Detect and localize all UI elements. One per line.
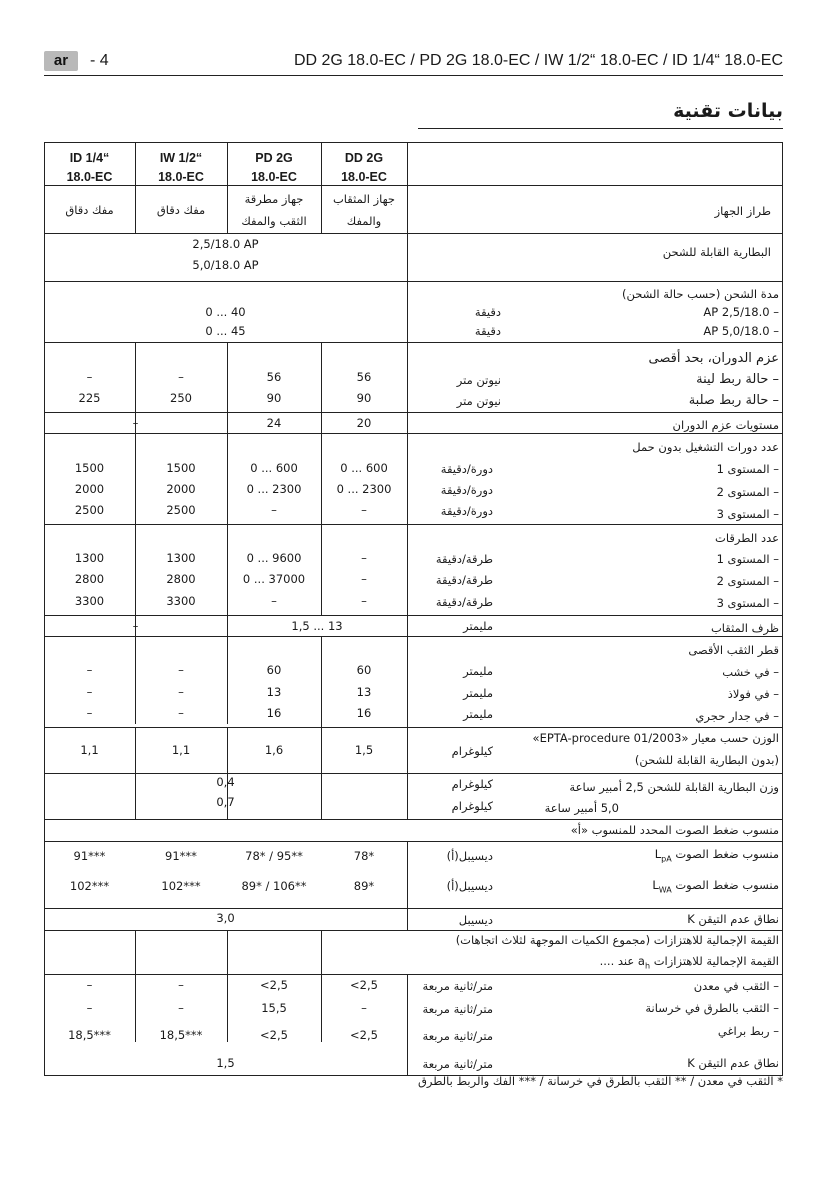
torque-id-1: –	[86, 370, 93, 384]
drill-dia-iw-3: –	[178, 706, 184, 720]
impacts-sub-3: – المستوى 3	[716, 596, 779, 610]
vib-concrete-iw: –	[178, 1001, 184, 1015]
row-k-vib-label: نطاق عدم التيقن K	[687, 1056, 779, 1070]
charge-sub-1: – AP 2,5/18.0	[703, 305, 779, 319]
section-title: بيانات تقنية	[673, 100, 783, 122]
battery-weight-unit-2: كيلوغرام	[451, 799, 493, 813]
drill-dia-unit-1: مليمتر	[463, 664, 493, 678]
drill-dia-sub-2: – في فولاذ	[727, 687, 779, 701]
impacts-dd-2: –	[361, 572, 367, 586]
torque-dd-1: 56	[356, 370, 372, 384]
footnote: * الثقب في معدن / ** الثقب بالطرق في خرسانة / *** الفك والربط بالطرق	[417, 1074, 783, 1088]
noload-sub-1: – المستوى 1	[716, 462, 779, 476]
torque-iw-1: –	[178, 370, 184, 384]
lwa-unit: ديسيبل(أ)	[446, 879, 493, 893]
k-vib-unit: متر/ثانية مربعة	[422, 1057, 493, 1071]
lwa-iw: 102***	[161, 879, 201, 893]
noload-iw-2: 2000	[166, 482, 196, 496]
section-title-rule	[418, 128, 783, 129]
torque-unit-1: نيوتن متر	[456, 373, 501, 387]
row-noload-label: عدد دورات التشغيل بدون حمل	[632, 440, 779, 454]
row-impacts-label: عدد الطرقات	[715, 531, 779, 545]
noload-id-3: 2500	[74, 503, 105, 517]
drill-dia-pd-2: 13	[266, 685, 282, 699]
noload-iw-1: 1500	[166, 461, 196, 475]
lwa-id: 102***	[69, 879, 110, 893]
row-vib-concrete-label: – الثقب بالطرق في خرسانة	[645, 1001, 779, 1015]
drill-dia-unit-2: مليمتر	[463, 686, 493, 700]
drill-dia-dd-3: 16	[356, 706, 372, 720]
pd-type-2: الثقب والمفك	[241, 214, 307, 228]
drill-dia-sub-1: – في خشب	[722, 665, 779, 679]
noload-sub-2: – المستوى 2	[716, 485, 779, 499]
drill-dia-dd-1: 60	[356, 663, 372, 677]
row-battery-label: البطارية القابلة للشحن	[662, 245, 771, 259]
drill-dia-id-2: –	[86, 685, 93, 699]
noload-pd-3: –	[271, 503, 277, 517]
col-id-model-1: ID 1/4“	[69, 151, 110, 165]
row-lpa-label: منسوب ضغط الصوت $L_{pA}$	[654, 847, 779, 864]
impacts-dd-1: –	[361, 551, 367, 565]
impacts-sub-2: – المستوى 2	[716, 574, 779, 588]
torque-dd-2: 90	[356, 391, 372, 405]
torque-iw-2: 250	[170, 391, 192, 405]
lwa-pd: 89* / 106**	[241, 879, 307, 893]
noload-iw-3: 2500	[166, 503, 196, 517]
torque-pd-2: 90	[266, 391, 282, 405]
noise-heading: منسوب ضغط الصوت المحدد للمنسوب «أ»	[570, 823, 779, 837]
row-lwa-label: منسوب ضغط الصوت $L_{WA}$	[652, 878, 779, 895]
row-weight-label-1: الوزن حسب معيار «EPTA-procedure 01/2003»	[532, 731, 779, 745]
noload-dd-1: 0 ... 600	[340, 461, 388, 475]
row-vib-metal-label: – الثقب في معدن	[693, 979, 779, 993]
lpa-unit: ديسيبل(أ)	[446, 849, 493, 863]
row-chuck-label: ظرف المثقاب	[710, 621, 779, 635]
vib-metal-unit: متر/ثانية مربعة	[422, 979, 493, 993]
noload-dd-3: –	[361, 503, 367, 517]
battery-weight-v2: 0,7	[216, 795, 235, 809]
impacts-id-2: 2800	[74, 572, 105, 586]
vib-concrete-dd: –	[361, 1001, 367, 1015]
torque-unit-2: نيوتن متر	[456, 394, 501, 408]
dd-type-1: جهاز المثقاب	[332, 192, 396, 206]
weight-dd: 1,5	[354, 743, 374, 757]
col-id-model-2: 18.0-EC	[66, 170, 113, 184]
header-models: DD 2G 18.0-EC / PD 2G 18.0-EC / IW 1/2“ 18.0-EC / ID 1/4“ 18.0-EC	[293, 52, 783, 69]
page-number: - 4	[90, 52, 109, 69]
chuck-unit: مليمتر	[463, 619, 493, 633]
weight-unit: كيلوغرام	[451, 744, 493, 758]
drill-dia-unit-3: مليمتر	[463, 707, 493, 721]
torque-levels-pd: 24	[266, 416, 282, 430]
impacts-iw-1: 1300	[166, 551, 196, 565]
impacts-pd-2: 0 ... 37000	[242, 572, 306, 586]
battery-weight-unit-1: كيلوغرام	[451, 777, 493, 791]
row-drill-dia-label: قطر الثقب الأقصى	[688, 643, 779, 657]
vibration-heading: القيمة الإجمالية للاهتزازات (مجموع الكميات الموجهة لثلاث اتجاهات)	[455, 933, 779, 947]
noload-pd-2: 0 ... 2300	[246, 482, 302, 496]
vib-metal-id: –	[86, 978, 93, 992]
charge-sub-2: – AP 5,0/18.0	[703, 324, 779, 338]
impacts-iw-3: 3300	[166, 594, 196, 608]
lpa-dd: 78*	[353, 849, 375, 863]
iw-type: مفك دقاق	[156, 203, 206, 217]
chuck-value: 1,5 ... 13	[291, 619, 343, 633]
noload-unit-3: دورة/دقيقة	[440, 504, 493, 518]
lpa-iw: 91***	[165, 849, 197, 863]
col-pd-model-1: PD 2G	[255, 151, 293, 165]
pd-type-1: جهاز مطرقة	[244, 192, 304, 206]
torque-pd-1: 56	[266, 370, 282, 384]
battery-weight-v1: 0,4	[216, 775, 235, 789]
vib-concrete-unit: متر/ثانية مربعة	[422, 1002, 493, 1016]
lwa-dd: 89*	[353, 879, 375, 893]
vib-screw-id: 18,5***	[68, 1028, 111, 1042]
impacts-iw-2: 2800	[166, 572, 196, 586]
vib-concrete-pd: 15,5	[261, 1001, 287, 1015]
drill-dia-iw-2: –	[178, 685, 184, 699]
row-charge-label: مدة الشحن (حسب حالة الشحن)	[621, 287, 779, 301]
drill-dia-iw-1: –	[178, 663, 184, 677]
row-vib-screw-label: – ربط براغي	[717, 1024, 779, 1038]
weight-id: 1,1	[80, 743, 99, 757]
chuck-rest: –	[132, 619, 139, 633]
impacts-id-1: 1300	[74, 551, 105, 565]
torque-sub-2: – حالة ربط صلبة	[688, 393, 779, 408]
charge-unit-2: دقيقة	[474, 324, 501, 338]
battery-v1: 2,5/18.0 AP	[192, 237, 259, 251]
torque-id-2: 225	[78, 391, 101, 405]
col-iw-model-1: IW 1/2“	[159, 151, 203, 165]
vib-metal-pd: <2,5	[260, 978, 288, 992]
vib-concrete-id: –	[86, 1001, 93, 1015]
torque-sub-1: – حالة ربط لينة	[696, 372, 779, 387]
torque-levels-rest: –	[132, 416, 139, 430]
row-torque-label: عزم الدوران، بحد أقصى	[648, 351, 779, 366]
lpa-pd: 78* / 95**	[245, 849, 303, 863]
drill-dia-dd-2: 13	[356, 685, 372, 699]
impacts-pd-1: 0 ... 9600	[246, 551, 302, 565]
weight-iw: 1,1	[171, 743, 191, 757]
vib-screw-pd: <2,5	[260, 1028, 288, 1042]
impacts-sub-1: – المستوى 1	[716, 552, 779, 566]
charge-unit-1: دقيقة	[474, 305, 501, 319]
noload-pd-1: 0 ... 600	[250, 461, 298, 475]
noload-unit-2: دورة/دقيقة	[440, 483, 493, 497]
col-pd-model-2: 18.0-EC	[251, 170, 297, 184]
drill-dia-sub-3: – في جدار حجري	[695, 709, 779, 723]
row-weight-label-2: (بدون البطارية القابلة للشحن)	[634, 753, 779, 767]
drill-dia-id-1: –	[86, 663, 93, 677]
charge-v2: 0 ... 45	[205, 324, 246, 338]
noload-sub-3: – المستوى 3	[716, 507, 779, 521]
impacts-unit-1: طرقة/دقيقة	[435, 552, 493, 566]
k-vib-value: 1,5	[216, 1056, 235, 1070]
row-k-noise-label: نطاق عدم التيقن K	[687, 912, 779, 926]
row-device-type-label: طراز الجهاز	[714, 204, 771, 218]
lpa-id: 91***	[73, 849, 106, 863]
charge-v1: 0 ... 40	[205, 305, 246, 319]
impacts-unit-3: طرقة/دقيقة	[435, 595, 493, 609]
dd-type-2: والمفك	[346, 214, 382, 228]
noload-unit-1: دورة/دقيقة	[440, 462, 493, 476]
drill-dia-pd-3: 16	[266, 706, 282, 720]
k-noise-value: 3,0	[216, 911, 235, 925]
impacts-dd-3: –	[361, 594, 367, 608]
k-noise-unit: ديسيبل	[458, 913, 493, 927]
impacts-id-3: 3300	[74, 594, 105, 608]
drill-dia-id-3: –	[86, 706, 93, 720]
vibration-subheading: القيمة الإجمالية للاهتزازات $a_h$ عند ....	[599, 954, 779, 971]
noload-dd-2: 0 ... 2300	[336, 482, 392, 496]
impacts-unit-2: طرقة/دقيقة	[435, 573, 493, 587]
row-battery-weight-label-1: وزن البطارية القابلة للشحن 2,5 أمبير ساعة	[569, 780, 779, 794]
vib-metal-iw: –	[178, 978, 184, 992]
vib-screw-iw: 18,5***	[159, 1028, 203, 1042]
col-dd-model-1: DD 2G	[344, 151, 384, 165]
drill-dia-pd-1: 60	[266, 663, 282, 677]
weight-pd: 1,6	[264, 743, 284, 757]
impacts-pd-3: –	[271, 594, 277, 608]
noload-id-2: 2000	[74, 482, 105, 496]
battery-v2: 5,0/18.0 AP	[192, 258, 259, 272]
col-dd-model-2: 18.0-EC	[341, 170, 387, 184]
id-type: مفك دقاق	[65, 203, 114, 217]
noload-id-1: 1500	[74, 461, 105, 475]
row-battery-weight-label-2: 5,0 أمبير ساعة	[544, 801, 619, 815]
language-badge: ar	[44, 51, 78, 71]
torque-levels-dd: 20	[356, 416, 372, 430]
col-iw-model-2: 18.0-EC	[158, 170, 204, 184]
vib-screw-dd: <2,5	[350, 1028, 378, 1042]
row-torque-levels-label: مستويات عزم الدوران	[672, 418, 779, 432]
vib-metal-dd: <2,5	[350, 978, 378, 992]
vib-screw-unit: متر/ثانية مربعة	[422, 1029, 493, 1043]
header-rule	[44, 75, 783, 76]
